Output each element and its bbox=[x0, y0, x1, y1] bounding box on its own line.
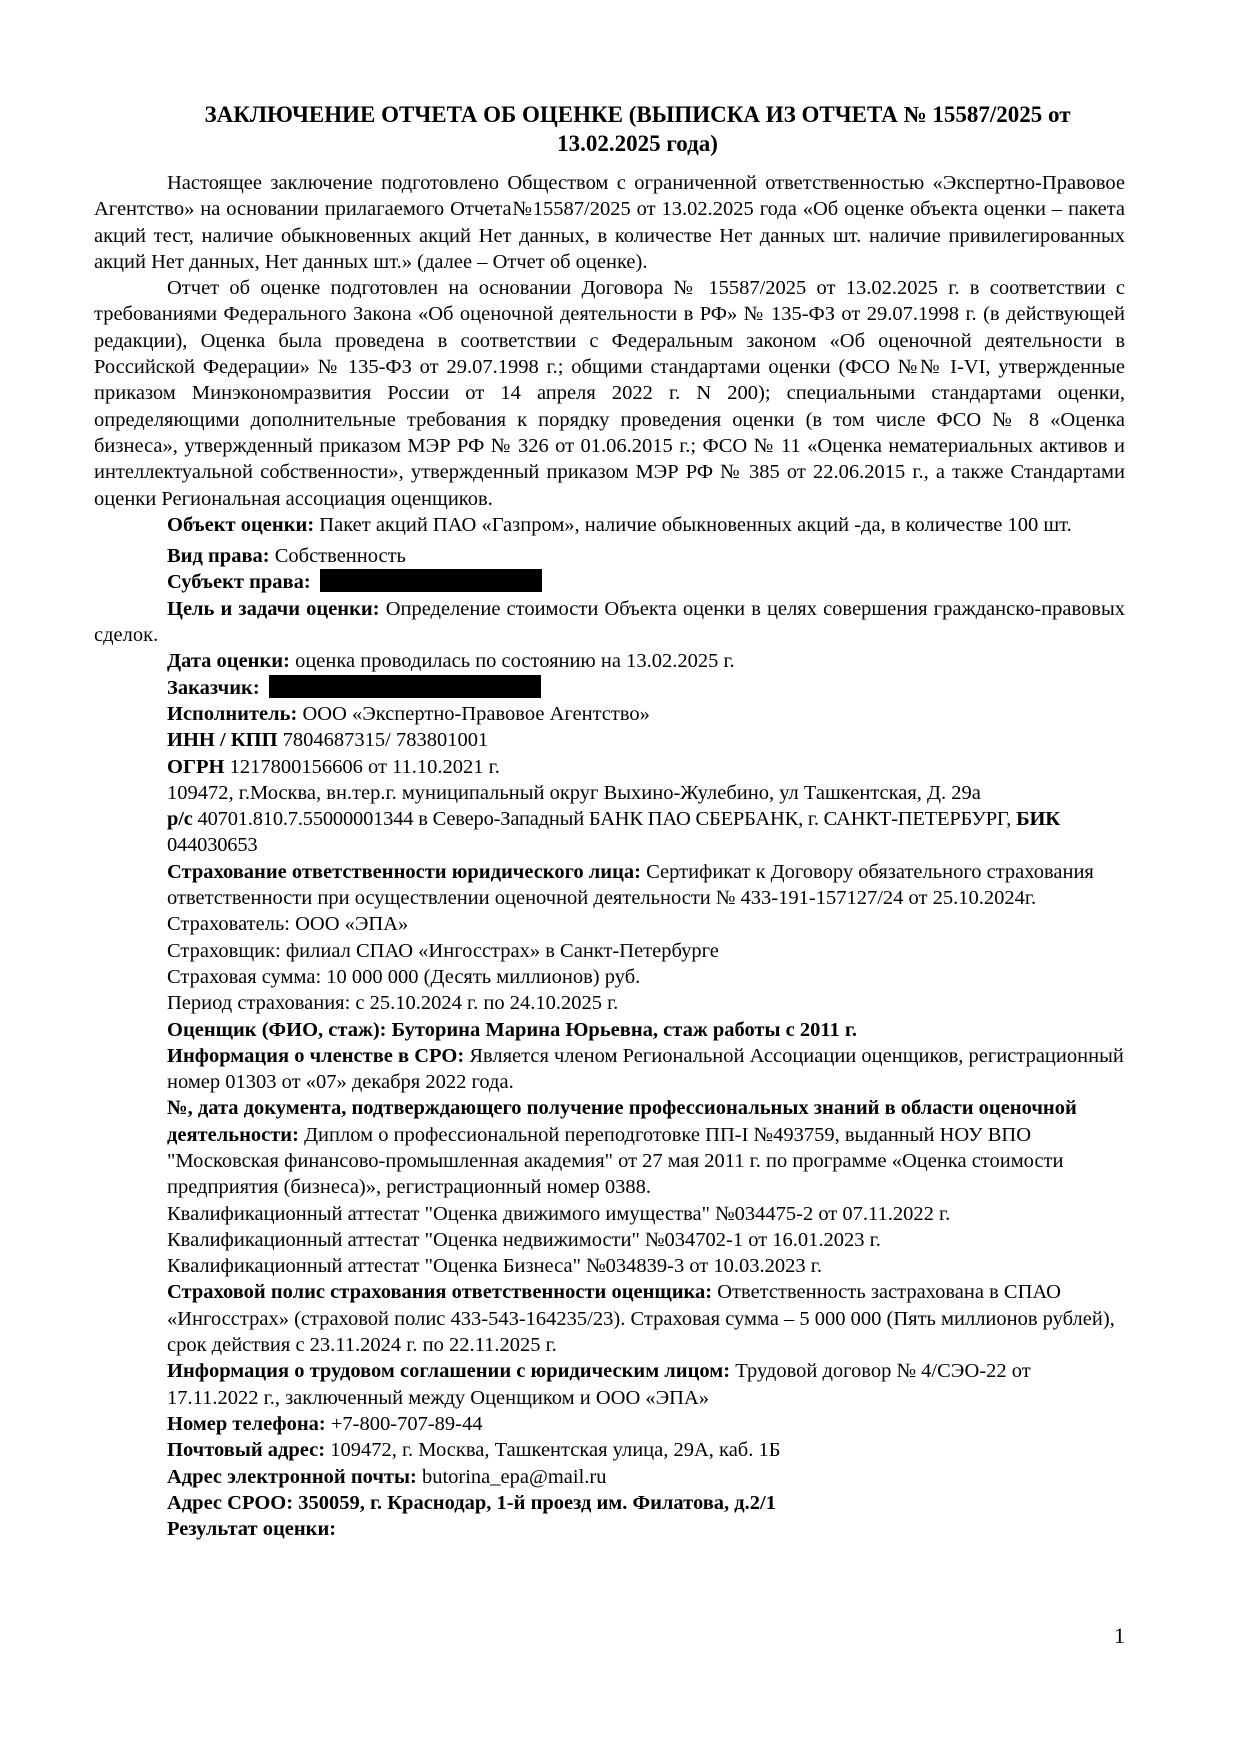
ogrn-value: 1217800156606 от 11.10.2021 г. bbox=[229, 755, 500, 778]
labor-label: Информация о трудовом соглашении с юридическим лицом: bbox=[167, 1360, 731, 1383]
right-subject-label: Субъект права: bbox=[167, 571, 311, 594]
inn-label: ИНН / КПП bbox=[167, 729, 278, 752]
sro-value: Является членом Региональной Ассоциации оценщиков, регистрационный номер 01303 от «07» декабря 2022 года. bbox=[167, 1044, 1124, 1094]
redaction-box bbox=[269, 675, 541, 698]
labor-field bbox=[94, 1358, 1125, 1411]
qualification-line: Квалификационный аттестат "Оценка Бизнеса" №034839-3 от 10.03.2023 г. bbox=[167, 1255, 822, 1278]
sro-label: Информация о членстве в СРО: bbox=[167, 1044, 465, 1067]
qualification-line: Квалификационный аттестат "Оценка движимого имущества" №034475-2 от 07.11.2022 г. bbox=[167, 1202, 951, 1225]
executor-field bbox=[94, 701, 1125, 727]
intro-paragraph: Настоящее заключение подготовлено Обществом с ограниченной ответственностью «Экспертно-Правовое Агентство» на основании прилагаемого Отчета№15587/2025 от 13.02.2025 года «Об оценке объекта оценки – пакета акций тест, наличие обыкновенных акций Нет данных, в количестве Нет данных шт. наличие привилегированных акций Нет данных, Нет данных шт.» (далее – Отчет об оценке). bbox=[94, 172, 1125, 273]
date-value: оценка проводилась по состоянию на 13.02.2025 г. bbox=[295, 650, 735, 673]
purpose-value: Определение стоимости Объекта оценки в целях совершения гражданско-правовых сделок. bbox=[94, 597, 1126, 647]
qualification-line: Квалификационный аттестат "Оценка недвижимости" №034702-1 от 16.01.2023 г. bbox=[167, 1228, 881, 1251]
executor-label: Исполнитель: bbox=[167, 702, 298, 725]
object-field bbox=[94, 512, 1125, 538]
insurance-value: Сертификат к Договору обязательного страхования ответственности при осуществлении оценочной деятельности № 433-191-157127/24 от 25.10.2024г. bbox=[167, 860, 1094, 910]
object-value: Пакет акций ПАО «Газпром», наличие обыкновенных акций -да, в количестве 100 шт. bbox=[319, 513, 1072, 536]
education-label: №, дата документа, подтверждающего получение профессиональных знаний в области оценочной деятельности: bbox=[167, 1097, 1077, 1146]
address-line: 109472, г.Москва, вн.тер.г. муниципальный округ Выхино-Жулебино, ул Ташкентская, Д. 29а bbox=[167, 781, 981, 804]
policy-value: Ответственность застрахована в СПАО «Ингосстрах» (страховой полис 433-543-164235/23). Страховая сумма – 5 000 000 (Пять миллионов рублей), срок действия с 23.11.2024 г. по 22.11.2025 г. bbox=[167, 1281, 1115, 1357]
bik-value: 044030653 bbox=[167, 834, 258, 857]
postal-field bbox=[94, 1437, 1125, 1463]
insured-sum-line: Страховая сумма: 10 000 000 (Десять миллионов) руб. bbox=[167, 965, 641, 988]
inn-field bbox=[94, 727, 1125, 753]
email-label: Адрес электронной почты: bbox=[167, 1465, 417, 1488]
phone-field bbox=[94, 1411, 1125, 1437]
account-field bbox=[94, 806, 1125, 859]
right-type-label: Вид права: bbox=[167, 545, 270, 568]
appraiser-line: Оценщик (ФИО, стаж): Буторина Марина Юрьевна, стаж работы с 2011 г. bbox=[167, 1018, 857, 1041]
document-body bbox=[94, 170, 1125, 1542]
bik-label: БИК bbox=[1016, 808, 1060, 831]
insurer-line: Страховщик: филиал СПАО «Ингосстрах» в Санкт-Петербурге bbox=[167, 939, 719, 962]
page-number: 1 bbox=[1114, 1623, 1125, 1648]
sro-field bbox=[94, 1043, 1125, 1096]
insured-line: Страхователь: ООО «ЭПА» bbox=[167, 913, 409, 936]
phone-label: Номер телефона: bbox=[167, 1412, 326, 1435]
phone-value: +7-800-707-89-44 bbox=[330, 1412, 483, 1435]
date-label: Дата оценки: bbox=[167, 650, 290, 673]
policy-field bbox=[94, 1279, 1125, 1358]
title-line-1: ЗАКЛЮЧЕНИЕ ОТЧЕТА ОБ ОЦЕНКЕ (ВЫПИСКА ИЗ ОТЧЕТА № 15587/2025 от bbox=[204, 102, 1071, 127]
postal-label: Почтовый адрес: bbox=[167, 1439, 326, 1462]
customer-label: Заказчик: bbox=[167, 676, 260, 699]
right-subject-field bbox=[94, 569, 1125, 595]
postal-value: 109472, г. Москва, Ташкентская улица, 29А, каб. 1Б bbox=[330, 1439, 781, 1462]
object-label: Объект оценки: bbox=[167, 513, 315, 536]
education-field bbox=[94, 1095, 1125, 1200]
purpose-field bbox=[94, 596, 1125, 649]
customer-field bbox=[94, 675, 1125, 701]
email-value: butorina_epa@mail.ru bbox=[421, 1465, 607, 1488]
right-type-value: Собственность bbox=[274, 545, 406, 568]
redaction-box bbox=[320, 569, 542, 592]
purpose-label: Цель и задачи оценки: bbox=[167, 597, 380, 620]
document-title bbox=[150, 100, 1125, 158]
ogrn-label: ОГРН bbox=[167, 755, 225, 778]
email-field bbox=[94, 1464, 1125, 1490]
account-value: 40701.810.7.55000001344 в Северо-Западный БАНК ПАО СБЕРБАНК, г. САНКТ-ПЕТЕРБУРГ, bbox=[197, 808, 1012, 831]
executor-value: ООО «Экспертно-Правовое Агентство» bbox=[302, 702, 650, 725]
insurance-field bbox=[94, 859, 1125, 912]
policy-label: Страховой полис страхования ответственности оценщика: bbox=[167, 1281, 713, 1304]
result-label: Результат оценки: bbox=[167, 1518, 337, 1541]
right-type-field bbox=[94, 543, 1125, 569]
inn-value: 7804687315/ 783801001 bbox=[282, 729, 489, 752]
ogrn-field bbox=[94, 754, 1125, 780]
title-line-2: 13.02.2025 года) bbox=[557, 131, 718, 156]
education-value: Диплом о профессиональной переподготовке ПП-I №493759, выданный НОУ ВПО "Московская финансово-промышленная академия" от 27 мая 2011 г. по программе «Оценка стоимости предприятия (бизнеса)», регистрационный номер 0388. bbox=[167, 1123, 1064, 1199]
insurance-label: Страхование ответственности юридического лица: bbox=[167, 860, 641, 883]
insurance-period-line: Период страхования: с 25.10.2024 г. по 24.10.2025 г. bbox=[167, 992, 619, 1015]
account-label: р/с bbox=[167, 808, 193, 831]
date-field bbox=[94, 648, 1125, 674]
basis-paragraph: Отчет об оценке подготовлен на основании Договора № 15587/2025 от 13.02.2025 г. в соответствии с требованиями Федерального Закона «Об оценочной деятельности в РФ» № 135-ФЗ от 29.07.1998 г. (в действующей редакции), Оценка была проведена в соответствии с Федеральным законом «Об оценочной деятельности в Российской Федерации» № 135-ФЗ от 29.07.1998 г.; общими стандартами оценки (ФСО №№ I-VI, утвержденные приказом Минэкономразвития России от 14 апреля 2022 г. N 200); специальными стандартами оценки, определяющими дополнительные требования к порядку проведения оценки (в том числе ФСО № 8 «Оценка бизнеса», утвержденный приказом МЭР РФ № 326 от 01.06.2015 г.; ФСО № 11 «Оценка нематериальных активов и интеллектуальной собственности», утвержденный приказом МЭР РФ № 385 от 22.06.2015 г., а также Стандартами оценки Региональная ассоциация оценщиков. bbox=[94, 277, 1125, 510]
labor-value: Трудовой договор № 4/СЭО-22 от 17.11.2022 г., заключенный между Оценщиком и ООО «ЭПА» bbox=[167, 1360, 1031, 1409]
sroo-line: Адрес СРОО: 350059, г. Краснодар, 1-й проезд им. Филатова, д.2/1 bbox=[167, 1491, 776, 1514]
